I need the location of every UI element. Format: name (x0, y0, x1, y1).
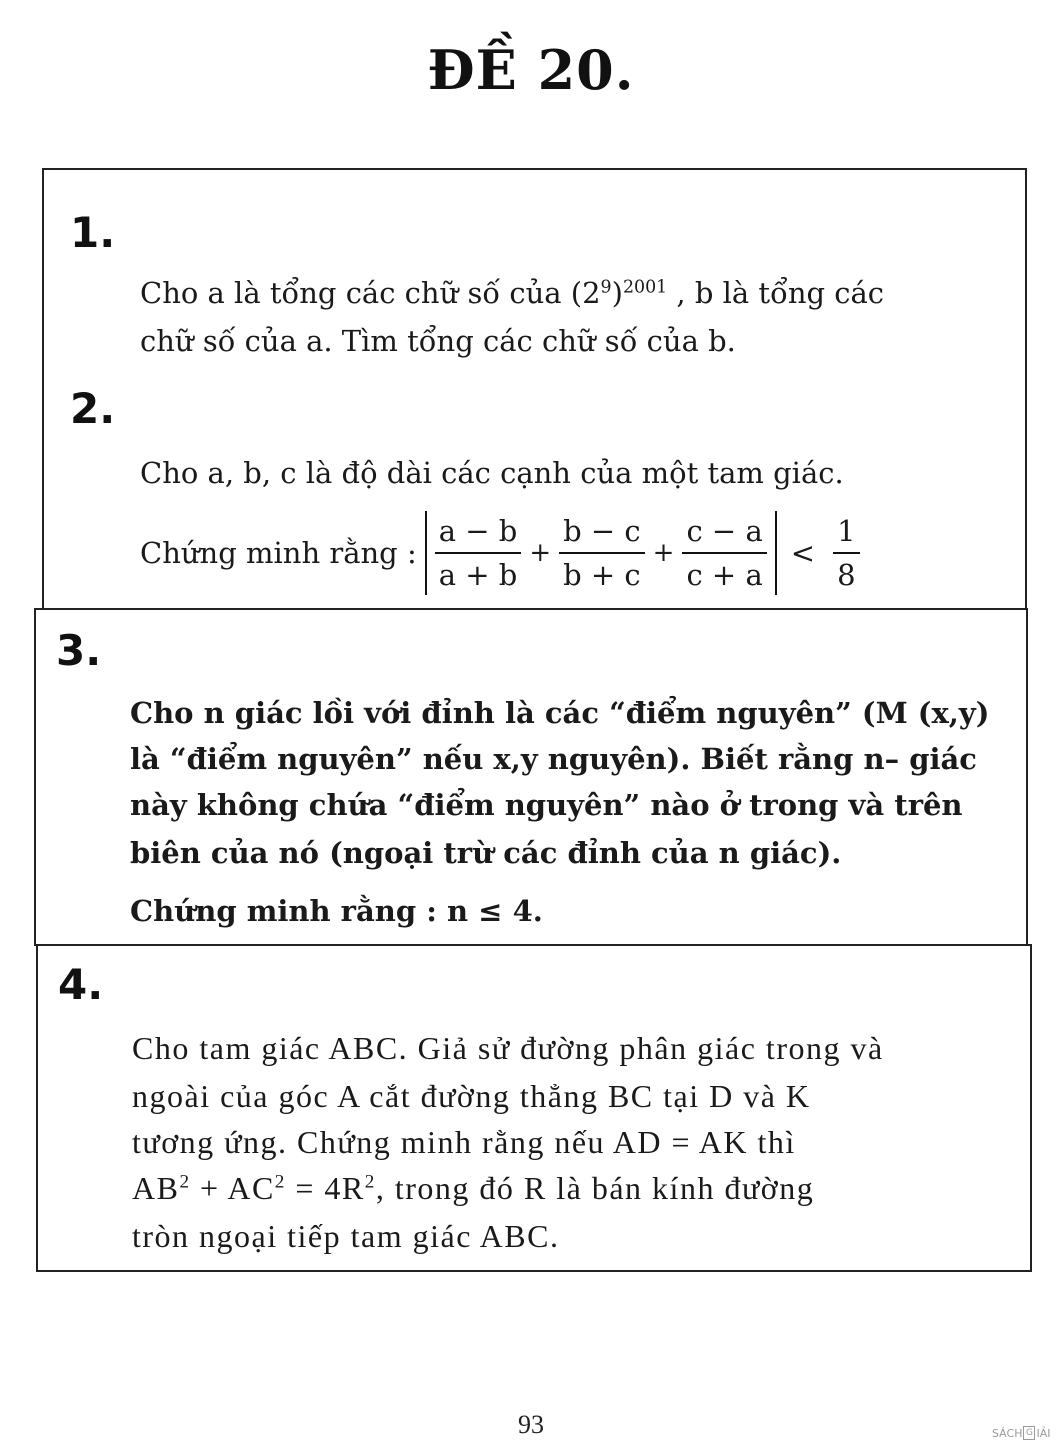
exponent: 2 (274, 1171, 286, 1193)
plus-sign: + (652, 538, 675, 568)
text-segment: , b là tổng các (667, 276, 885, 310)
problem-text-line: này không chứa “điểm nguyên” nào ở trong và trên (130, 788, 963, 822)
denominator: b + c (563, 558, 641, 592)
exponent: 9 (600, 277, 612, 298)
problem-text-line: Cho tam giác ABC. Giả sử đường phân giác trong và (132, 1030, 884, 1066)
inequality-formula (140, 508, 864, 598)
watermark-logo (992, 1426, 1051, 1440)
plus-sign: + (529, 538, 552, 568)
denominator: 8 (837, 558, 856, 592)
problem-text-line (140, 276, 884, 310)
watermark-box: G (1023, 1426, 1035, 1440)
problem-number: 4. (58, 960, 104, 1009)
problem-text-line: Cho n giác lồi với đỉnh là các “điểm nguyên” (M (x,y) (130, 696, 990, 730)
less-than-sign: < (790, 536, 816, 570)
problem-text-line: tương ứng. Chứng minh rằng nếu AD = AK thì (132, 1124, 796, 1160)
fraction (559, 514, 645, 592)
problem-text-line: ngoài của góc A cắt đường thẳng BC tại D và K (132, 1078, 811, 1114)
text-segment: , trong đó R là bán kính đường (375, 1170, 815, 1206)
watermark-text: SÁCH (992, 1426, 1023, 1440)
absolute-value (425, 511, 777, 595)
problem-number: 3. (56, 626, 102, 675)
page-number: 93 (518, 1410, 544, 1439)
watermark-text: IẢI (1036, 1426, 1051, 1440)
exponent: 2001 (622, 277, 668, 298)
denominator: a + b (438, 558, 518, 592)
rhs-fraction (833, 514, 859, 592)
problem-text-line: tròn ngoại tiếp tam giác ABC. (132, 1218, 560, 1254)
problem-number: 2. (70, 384, 116, 433)
numerator: b − c (559, 514, 645, 554)
denominator: c + a (686, 558, 763, 592)
text-segment: + AC (190, 1170, 275, 1206)
proof-label: Chứng minh rằng : (140, 536, 417, 570)
numerator: 1 (833, 514, 859, 554)
problem-text-line: là “điểm nguyên” nếu x,y nguyên). Biết rằng n– giác (130, 742, 977, 776)
problem-text-line (132, 1170, 814, 1207)
fraction (682, 514, 766, 592)
text-segment: AB (132, 1170, 180, 1206)
problem-text-line: chữ số của a. Tìm tổng các chữ số của b. (140, 324, 736, 358)
numerator: c − a (682, 514, 766, 554)
text-segment: ) (611, 276, 623, 310)
problem-text-line: Chứng minh rằng : n ≤ 4. (130, 894, 543, 928)
problem-text-line: Cho a, b, c là độ dài các cạnh của một tam giác. (140, 456, 844, 490)
fraction (435, 514, 522, 592)
text-segment: = 4R (285, 1170, 365, 1206)
page-title: ĐỀ 20. (427, 38, 635, 102)
numerator: a − b (435, 514, 522, 554)
problem-text-line: biên của nó (ngoại trừ các đỉnh của n giác). (130, 836, 842, 870)
exponent: 2 (179, 1171, 191, 1193)
problem-number: 1. (70, 208, 116, 257)
exponent: 2 (364, 1171, 376, 1193)
text-segment: Cho a là tổng các chữ số của (2 (140, 276, 601, 310)
